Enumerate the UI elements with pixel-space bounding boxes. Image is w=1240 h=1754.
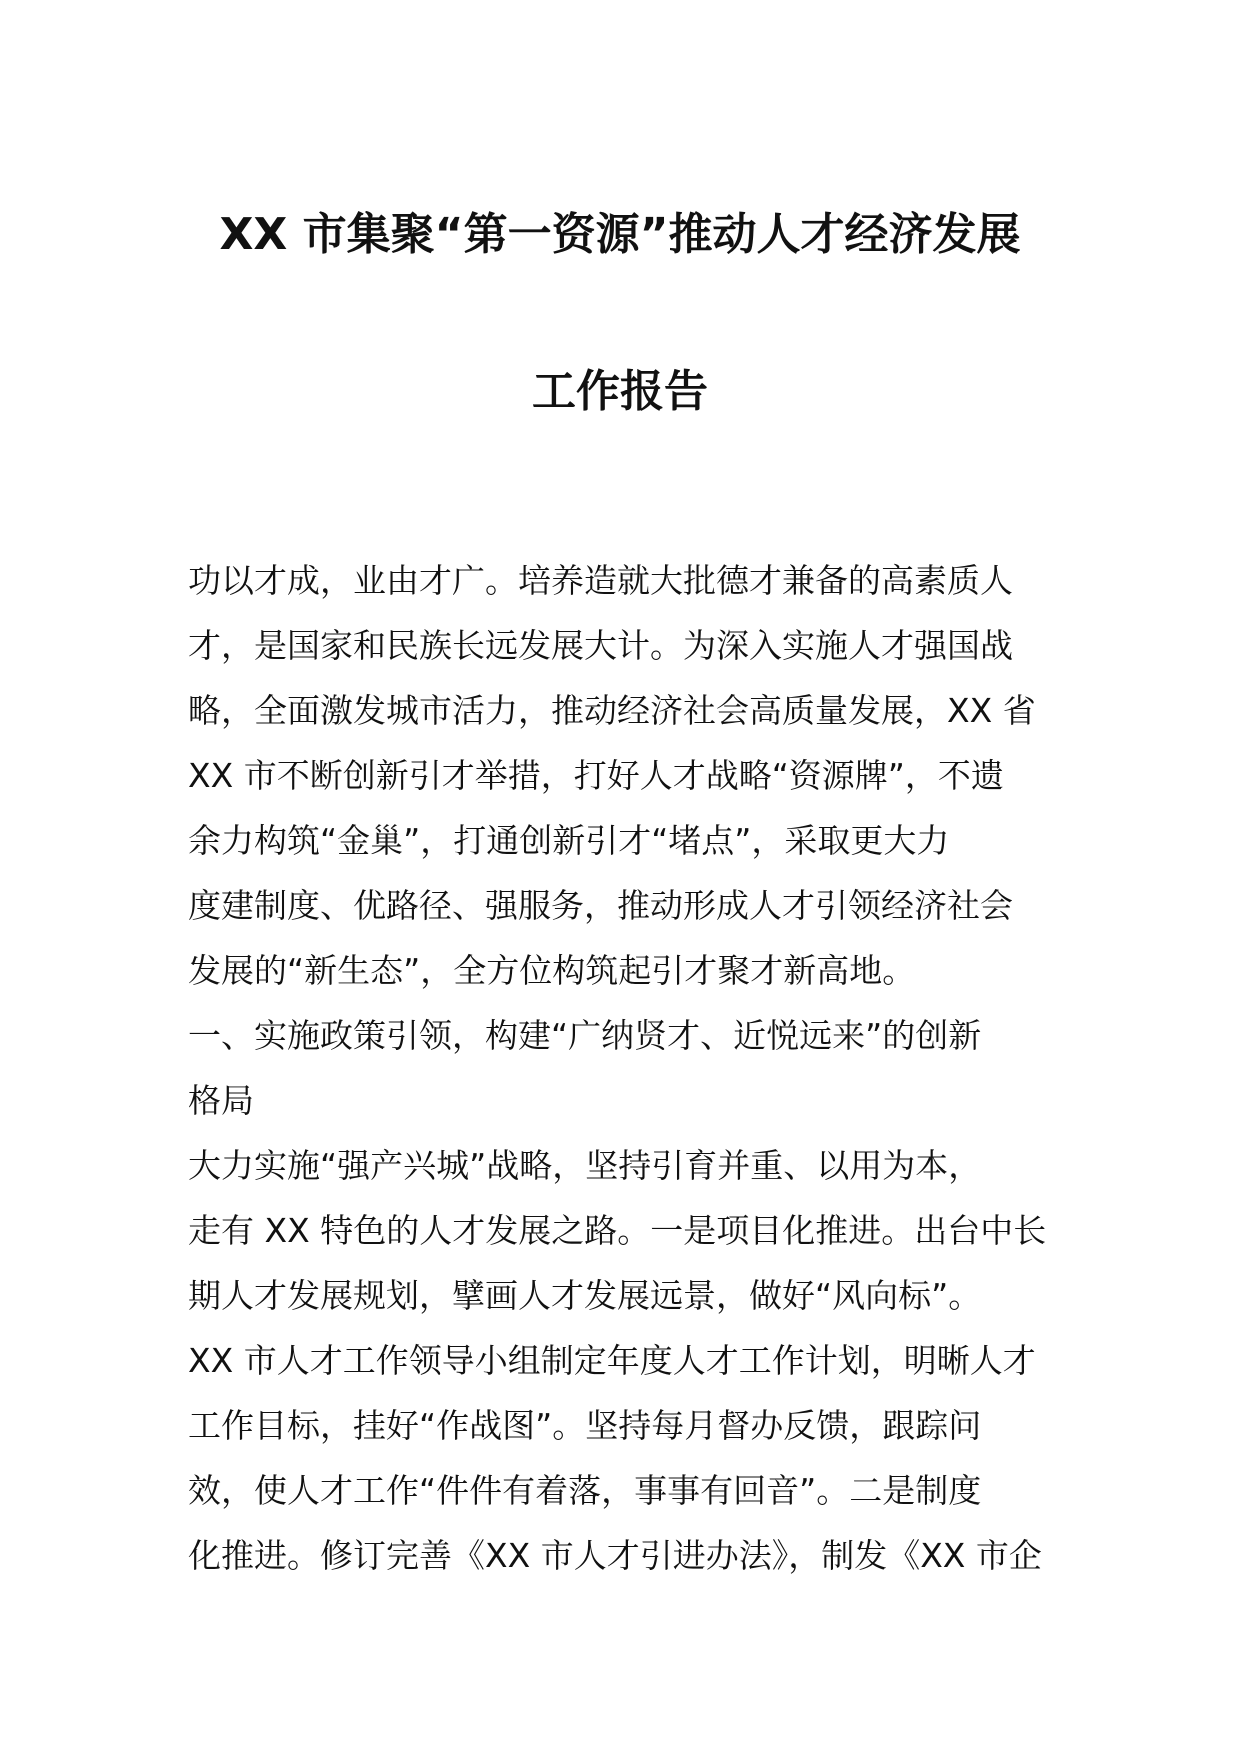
section-heading-line: 格局 bbox=[188, 1081, 254, 1120]
body-line: 才，是国家和民族长远发展大计。为深入实施人才强国战 bbox=[188, 626, 1013, 665]
section-heading-line: 一、实施政策引领，构建“广纳贤才、近悦远来”的创新 bbox=[188, 1016, 982, 1055]
body-line: 略，全面激发城市活力，推动经济社会高质量发展，XX 省 bbox=[188, 691, 1036, 730]
body-line: 度建制度、优路径、强服务，推动形成人才引领经济社会 bbox=[188, 886, 1013, 925]
body-line: 功以才成，业由才广。培养造就大批德才兼备的高素质人 bbox=[188, 561, 1013, 600]
document-title-line-1: XX 市集聚“第一资源”推动人才经济发展 bbox=[219, 209, 1021, 260]
body-line: 效，使人才工作“件件有着落，事事有回音”。二是制度 bbox=[188, 1471, 982, 1510]
body-line: 余力构筑“金巢”，打通创新引才“堵点”，采取更大力 bbox=[188, 821, 950, 860]
body-line: XX 市人才工作领导小组制定年度人才工作计划，明晰人才 bbox=[188, 1341, 1036, 1380]
document-body bbox=[188, 548, 1068, 1588]
body-line: XX 市不断创新引才举措，打好人才战略“资源牌”，不遗 bbox=[188, 756, 1004, 795]
body-line: 发展的“新生态”，全方位构筑起引才聚才新高地。 bbox=[188, 951, 916, 990]
body-line: 走有 XX 特色的人才发展之路。一是项目化推进。出台中长 bbox=[188, 1211, 1047, 1250]
body-line: 工作目标，挂好“作战图”。坚持每月督办反馈，跟踪问 bbox=[188, 1406, 982, 1445]
body-line: 期人才发展规划，擘画人才发展远景，做好“风向标”。 bbox=[188, 1276, 982, 1315]
body-line: 大力实施“强产兴城”战略，坚持引育并重、以用为本， bbox=[188, 1146, 982, 1185]
body-line: 化推进。修订完善《XX 市人才引进办法》，制发《XX 市企 bbox=[188, 1536, 1042, 1575]
document-title-line-2: 工作报告 bbox=[532, 366, 708, 417]
